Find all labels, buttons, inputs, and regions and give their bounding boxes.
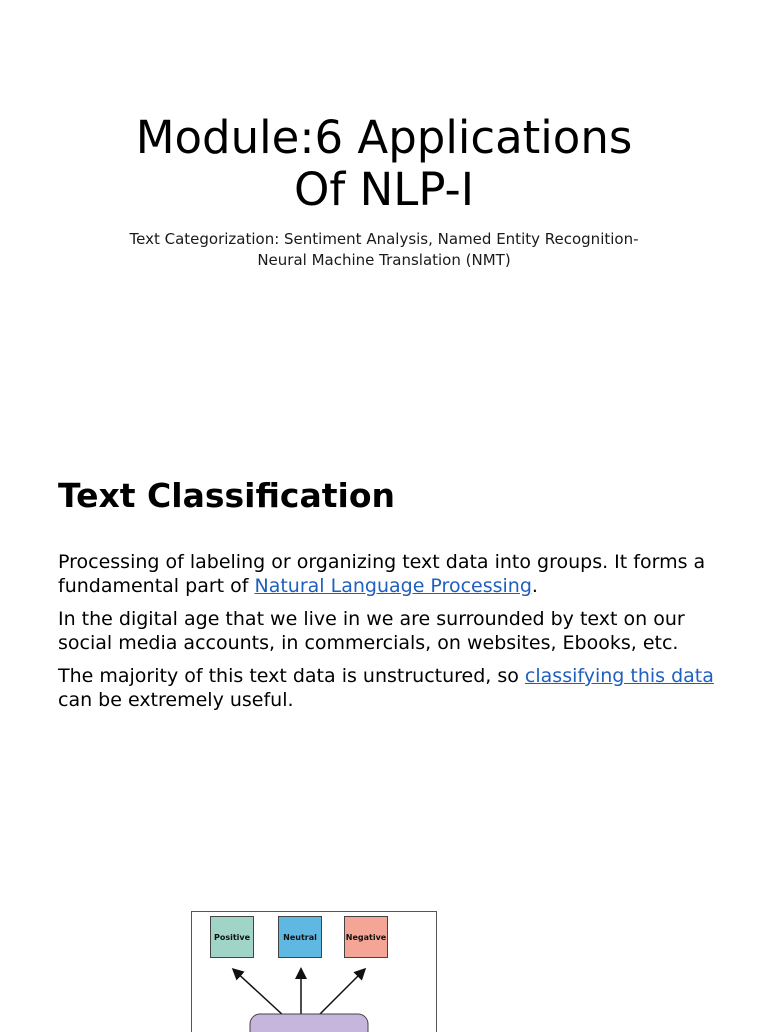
arrow-to-negative (318, 970, 364, 1016)
paragraph-1-end: . (531, 575, 538, 597)
paragraph-3-end: can be extremely useful. (58, 689, 294, 711)
slide-subtitle-line-1: Text Categorization: Sentiment Analysis, Named Entity Recognition- (129, 230, 639, 248)
paragraph-3 (58, 664, 728, 712)
paragraph-2: In the digital age that we live in we are surrounded by text on our social media accounts, in commercials, on websites, Ebooks, etc. (58, 608, 685, 654)
slide-subtitle (60, 229, 708, 271)
center-node (250, 1014, 368, 1032)
slide-title-line-1: Module:6 Applications (135, 111, 633, 164)
slide-title (60, 112, 708, 216)
node-negative: Negative (344, 916, 388, 958)
node-positive: Positive (210, 916, 254, 958)
arrow-to-positive (234, 970, 284, 1016)
classification-diagram (191, 911, 437, 1032)
classifying-data-link[interactable]: classifying this data (524, 665, 714, 687)
slide-subtitle-line-2: Neural Machine Translation (NMT) (257, 251, 511, 269)
body-text (58, 550, 728, 721)
slide-title-line-2: Of NLP-I (294, 163, 474, 216)
content-slide (0, 420, 768, 1024)
node-neutral: Neutral (278, 916, 322, 958)
section-heading: Text Classification (58, 476, 395, 515)
paragraph-1-text: Processing of labeling or organizing text data into groups. It forms a fundamental part of (58, 551, 706, 597)
title-slide (0, 0, 768, 420)
paragraph-1 (58, 550, 728, 598)
nlp-link[interactable]: Natural Language Processing (254, 575, 532, 597)
paragraph-3-text: The majority of this text data is unstructured, so (58, 665, 525, 687)
